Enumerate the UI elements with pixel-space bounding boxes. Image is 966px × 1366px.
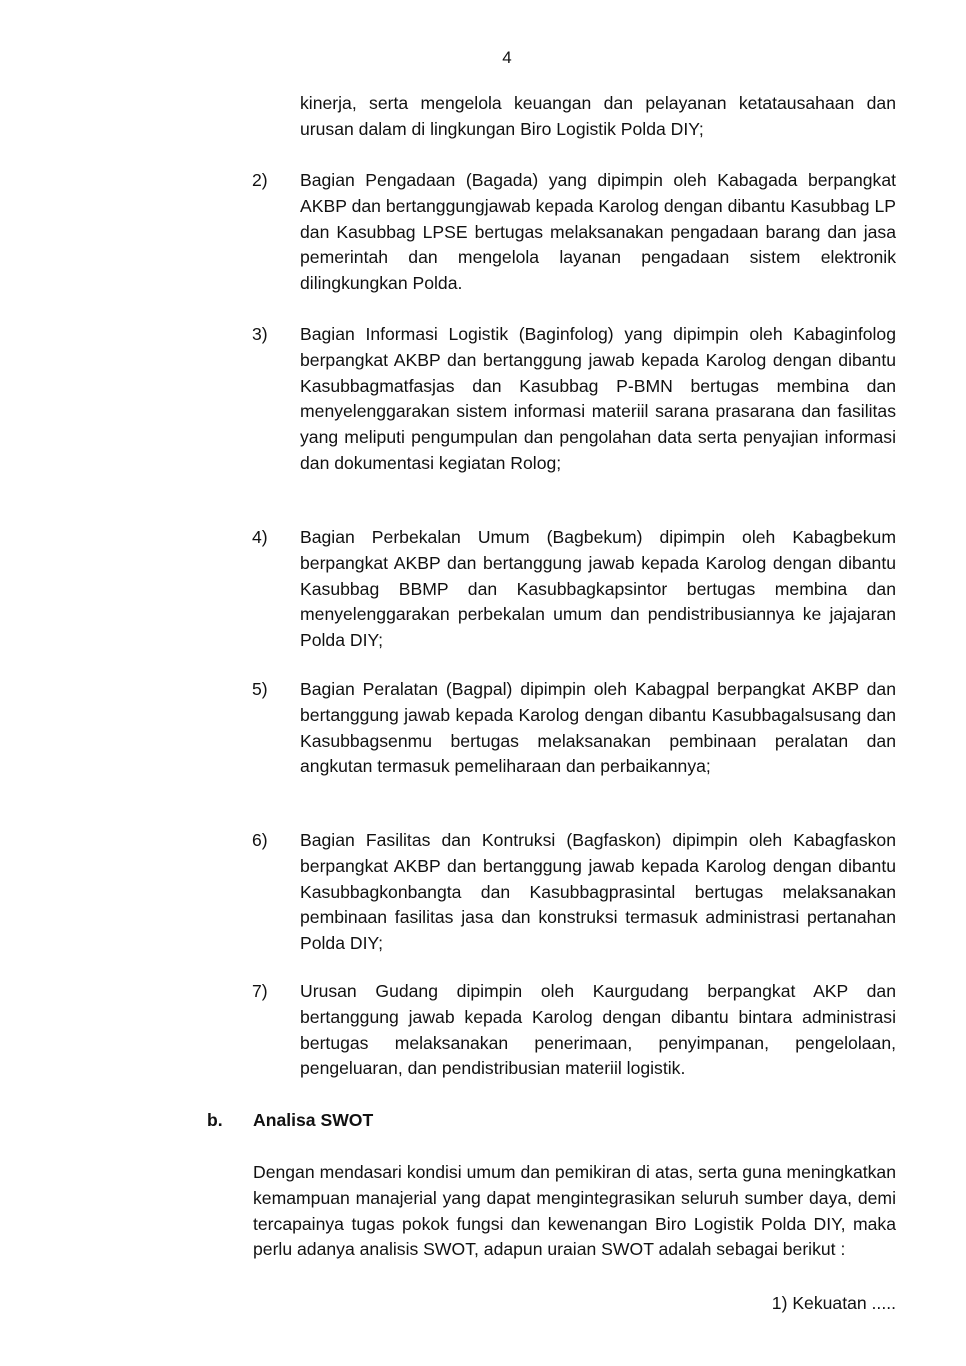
list-item-text: Bagian Pengadaan (Bagada) yang dipimpin oleh Kabagada berpangkat AKBP dan bertanggungjawab kepada Karolog dengan dibantu Kasubbag LP dan Kasubbag LPSE bertugas melaksanakan pengadaan barang dan jasa pemerintah dan mengelola layanan pengadaan sistem elektronik dilingkungkan Polda. — [300, 170, 896, 294]
section-b-paragraph: Dengan mendasari kondisi umum dan pemikiran di atas, serta guna meningkatkan kemampuan manajerial yang dapat mengintegrasikan seluruh sumber daya, demi tercapainya tugas pokok fungsi dan kewenangan Biro Logistik Polda DIY, maka perlu adanya analisis SWOT, adapun uraian SWOT adalah sebagai berikut : — [253, 1162, 896, 1260]
list-item-7 — [252, 979, 896, 1082]
next-page-catchword: 1) Kekuatan ..... — [771, 1293, 896, 1313]
page-number: 4 — [502, 48, 512, 67]
list-item-number: 4) — [252, 527, 268, 547]
list-item-text: Bagian Informasi Logistik (Baginfolog) yang dipimpin oleh Kabaginfolog berpangkat AKBP dan bertanggung jawab kepada Karolog dengan dibantu Kasubbagmatfasjas dan Kasubbag P-BMN bertugas membina dan menyelenggarakan sistem informasi materiil sarana prasarana dan fasilitas yang meliputi pengumpulan dan pengolahan data serta penyajian informasi dan dokumentasi kegiatan Rolog; — [300, 324, 896, 473]
list-item-number: 6) — [252, 830, 268, 850]
list-item-number: 5) — [252, 679, 268, 699]
list-item-6 — [252, 828, 896, 957]
list-item-text: Bagian Fasilitas dan Kontruksi (Bagfaskon) dipimpin oleh Kabagfaskon berpangkat AKBP dan bertanggung jawab kepada Karolog dengan dibantu Kasubbagkonbangta dan Kasubbagprasintal bertugas melaksanakan pembinaan fasilitas jasa dan konstruksi termasuk administrasi pertanahan Polda DIY; — [300, 830, 896, 954]
list-item-text: Bagian Perbekalan Umum (Bagbekum) dipimpin oleh Kabagbekum berpangkat AKBP dan bertanggung jawab kepada Karolog dengan dibantu Kasubbag BBMP dan Kasubbagkapsintor bertugas membina dan menyelenggarakan perbekalan umum dan pendistribusiannya ke jajajaran Polda DIY; — [300, 527, 896, 651]
continuation-paragraph: kinerja, serta mengelola keuangan dan pelayanan ketatausahaan dan urusan dalam di lingkungan Biro Logistik Polda DIY; — [300, 93, 896, 139]
section-letter: b. — [207, 1110, 223, 1130]
list-item-5 — [252, 677, 896, 780]
list-item-3 — [252, 322, 896, 477]
list-item-number: 3) — [252, 324, 268, 344]
list-item-text: Urusan Gudang dipimpin oleh Kaurgudang berpangkat AKP dan bertanggung jawab kepada Karolog dengan dibantu bintara administrasi bertugas melaksanakan penerimaan, penyimpanan, pengelolaan, pengeluaran, dan pendistribusian materiil logistik. — [300, 981, 896, 1079]
list-item-number: 2) — [252, 170, 268, 190]
section-title: Analisa SWOT — [253, 1110, 374, 1130]
list-item-number: 7) — [252, 981, 268, 1001]
list-item-text: Bagian Peralatan (Bagpal) dipimpin oleh Kabagpal berpangkat AKBP dan bertanggung jawab kepada Karolog dengan dibantu Kasubbagalsusang dan Kasubbagsenmu bertugas melaksanakan pembinaan peralatan dan angkutan termasuk pemeliharaan dan perbaikannya; — [300, 679, 896, 777]
list-item-4 — [252, 525, 896, 654]
list-item-2 — [252, 168, 896, 297]
